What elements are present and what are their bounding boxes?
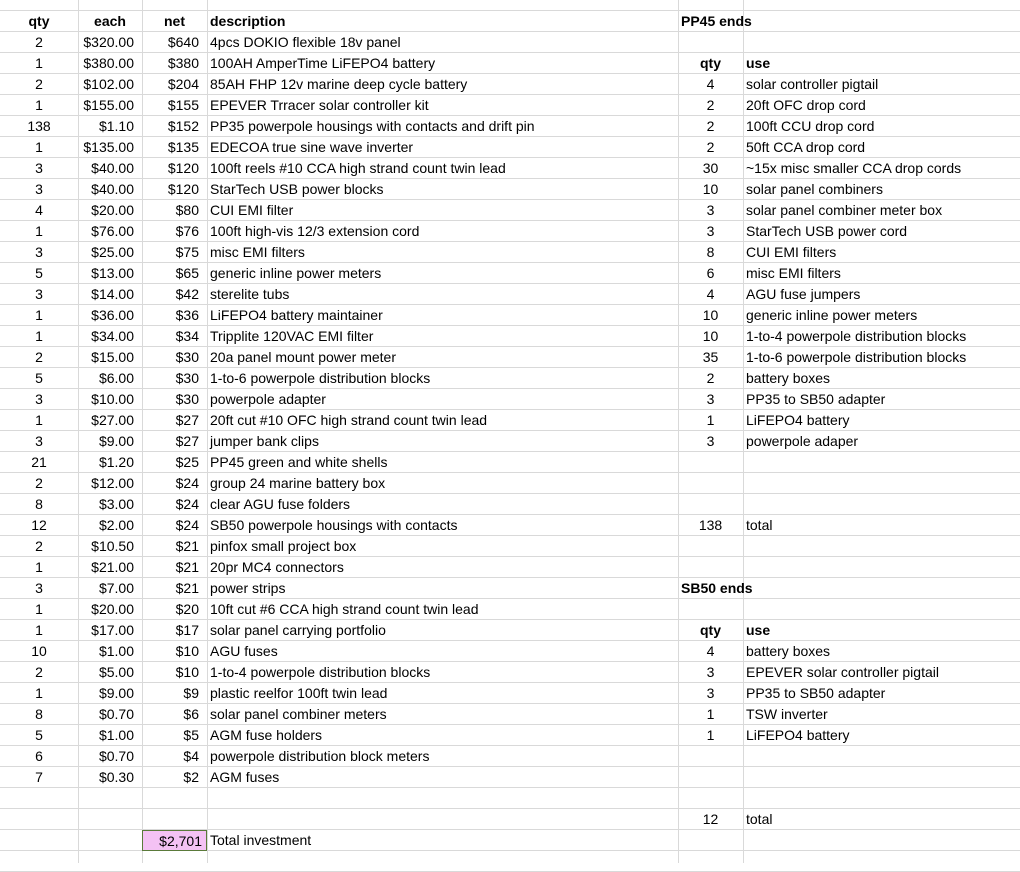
cell-description[interactable]: clear AGU fuse folders [210, 496, 351, 512]
cell-net[interactable]: $21 [175, 559, 199, 575]
pp45-cell-qty[interactable]: 8 [706, 244, 715, 260]
cell-net[interactable]: $21 [175, 538, 199, 554]
header-net[interactable]: net [164, 13, 185, 29]
pp45-cell-qty[interactable]: 6 [706, 265, 715, 281]
cell-qty[interactable]: 3 [35, 580, 43, 596]
cell-each[interactable]: $40.00 [91, 160, 134, 176]
cell-qty[interactable]: 3 [35, 244, 43, 260]
cell-qty[interactable]: 8 [35, 496, 43, 512]
pp45-cell-qty[interactable]: 10 [702, 328, 719, 344]
pp45-cell-qty[interactable]: 10 [702, 181, 719, 197]
cell-each[interactable]: $1.20 [98, 454, 134, 470]
sb50-cell-use[interactable]: TSW inverter [746, 706, 828, 722]
pp45-cell-qty[interactable]: 3 [706, 223, 715, 239]
cell-qty[interactable]: 1 [35, 412, 43, 428]
header-description[interactable]: description [210, 13, 286, 29]
pp45-cell-use[interactable]: solar panel combiner meter box [746, 202, 943, 218]
cell-qty[interactable]: 12 [31, 517, 47, 533]
cell-description[interactable]: powerpole distribution block meters [210, 748, 430, 764]
pp45-cell-use[interactable]: 1-to-6 powerpole distribution blocks [746, 349, 967, 365]
cell-net[interactable]: $4 [183, 748, 199, 764]
cell-net[interactable]: $5 [183, 727, 199, 743]
pp45-cell-qty[interactable]: 10 [702, 307, 719, 323]
pp45-cell-use[interactable]: battery boxes [746, 370, 831, 386]
cell-description[interactable]: solar panel combiner meters [210, 706, 387, 722]
cell-description[interactable]: powerpole adapter [210, 391, 326, 407]
cell-qty[interactable]: 8 [35, 706, 43, 722]
cell-qty[interactable]: 6 [35, 748, 43, 764]
pp45-total-qty[interactable]: 138 [698, 517, 723, 533]
cell-each[interactable]: $13.00 [91, 265, 134, 281]
cell-qty[interactable]: 21 [31, 454, 47, 470]
cell-qty[interactable]: 7 [35, 769, 43, 785]
cell-net[interactable]: $76 [175, 223, 199, 239]
cell-qty[interactable]: 1 [35, 685, 43, 701]
pp45-cell-use[interactable]: powerpole adaper [746, 433, 859, 449]
cell-qty[interactable]: 1 [35, 223, 43, 239]
cell-net[interactable]: $24 [175, 517, 199, 533]
cell-description[interactable]: AGU fuses [210, 643, 278, 659]
cell-net[interactable]: $30 [175, 370, 199, 386]
cell-qty[interactable]: 1 [35, 97, 43, 113]
cell-net[interactable]: $10 [175, 643, 199, 659]
sb50-cell-use[interactable]: EPEVER solar controller pigtail [746, 664, 939, 680]
cell-net[interactable]: $10 [175, 664, 199, 680]
sb50-cell-use[interactable]: LiFEPO4 battery [746, 727, 850, 743]
cell-description[interactable]: 1-to-4 powerpole distribution blocks [210, 664, 431, 680]
cell-net[interactable]: $27 [175, 433, 199, 449]
cell-each[interactable]: $380.00 [83, 55, 134, 71]
cell-net[interactable]: $204 [167, 76, 199, 92]
cell-qty[interactable]: 3 [35, 391, 43, 407]
pp45-cell-use[interactable]: LiFEPO4 battery [746, 412, 850, 428]
cell-description[interactable]: misc EMI filters [210, 244, 305, 260]
sb50-header-use[interactable]: use [746, 622, 771, 638]
cell-description[interactable]: AGM fuses [210, 769, 280, 785]
pp45-cell-use[interactable]: CUI EMI filters [746, 244, 837, 260]
cell-qty[interactable]: 2 [35, 475, 43, 491]
cell-net[interactable]: $152 [167, 118, 199, 134]
cell-description[interactable]: group 24 marine battery box [210, 475, 386, 491]
cell-each[interactable]: $20.00 [91, 202, 134, 218]
cell-qty[interactable]: 2 [35, 349, 43, 365]
pp45-cell-use[interactable]: PP35 to SB50 adapter [746, 391, 886, 407]
cell-qty[interactable]: 2 [35, 664, 43, 680]
cell-each[interactable]: $10.00 [91, 391, 134, 407]
pp45-cell-qty[interactable]: 2 [706, 370, 715, 386]
sb50-cell-qty[interactable]: 3 [706, 685, 715, 701]
cell-each[interactable]: $21.00 [91, 559, 134, 575]
cell-net[interactable]: $42 [175, 286, 199, 302]
pp45-title[interactable]: PP45 ends [681, 13, 752, 29]
cell-each[interactable]: $9.00 [98, 685, 134, 701]
cell-description[interactable]: EDECOA true sine wave inverter [210, 139, 414, 155]
cell-description[interactable]: solar panel carrying portfolio [210, 622, 386, 638]
cell-net[interactable]: $34 [175, 328, 199, 344]
pp45-cell-qty[interactable]: 4 [706, 76, 715, 92]
cell-each[interactable]: $5.00 [98, 664, 134, 680]
pp45-header-use[interactable]: use [746, 55, 771, 71]
cell-qty[interactable]: 5 [35, 727, 43, 743]
cell-qty[interactable]: 2 [35, 538, 43, 554]
pp45-cell-qty[interactable]: 35 [702, 349, 719, 365]
pp45-cell-qty[interactable]: 30 [702, 160, 719, 176]
pp45-cell-qty[interactable]: 2 [706, 139, 715, 155]
cell-description[interactable]: 20ft cut #10 OFC high strand count twin lead [210, 412, 488, 428]
cell-description[interactable]: LiFEPO4 battery maintainer [210, 307, 383, 323]
cell-each[interactable]: $20.00 [91, 601, 134, 617]
cell-net[interactable]: $640 [167, 34, 199, 50]
cell-description[interactable]: PP35 powerpole housings with contacts and drift pin [210, 118, 535, 134]
cell-each[interactable]: $36.00 [91, 307, 134, 323]
cell-description[interactable]: StarTech USB power blocks [210, 181, 384, 197]
cell-description[interactable]: PP45 green and white shells [210, 454, 388, 470]
cell-description[interactable]: EPEVER Trracer solar controller kit [210, 97, 429, 113]
cell-net[interactable]: $120 [167, 181, 199, 197]
cell-description[interactable]: 10ft cut #6 CCA high strand count twin lead [210, 601, 479, 617]
cell-description[interactable]: 100ft reels #10 CCA high strand count twin lead [210, 160, 506, 176]
cell-description[interactable]: 100AH AmperTime LiFEPO4 battery [210, 55, 436, 71]
pp45-cell-use[interactable]: AGU fuse jumpers [746, 286, 861, 302]
cell-each[interactable]: $76.00 [91, 223, 134, 239]
cell-description[interactable]: plastic reelfor 100ft twin lead [210, 685, 388, 701]
cell-qty[interactable]: 3 [35, 286, 43, 302]
pp45-cell-qty[interactable]: 4 [706, 286, 715, 302]
cell-each[interactable]: $7.00 [98, 580, 134, 596]
cell-description[interactable]: pinfox small project box [210, 538, 357, 554]
pp45-cell-use[interactable]: solar panel combiners [746, 181, 883, 197]
cell-each[interactable]: $102.00 [83, 76, 134, 92]
cell-description[interactable]: jumper bank clips [210, 433, 319, 449]
cell-net[interactable]: $155 [167, 97, 199, 113]
cell-qty[interactable]: 4 [35, 202, 43, 218]
pp45-cell-qty[interactable]: 2 [706, 97, 715, 113]
cell-description[interactable]: CUI EMI filter [210, 202, 294, 218]
pp45-header-qty[interactable]: qty [700, 55, 721, 71]
cell-qty[interactable]: 1 [35, 559, 43, 575]
pp45-cell-use[interactable]: misc EMI filters [746, 265, 841, 281]
sb50-cell-qty[interactable]: 1 [706, 706, 715, 722]
cell-net[interactable]: $27 [175, 412, 199, 428]
cell-net[interactable]: $9 [183, 685, 199, 701]
cell-each[interactable]: $0.70 [98, 706, 134, 722]
cell-net[interactable]: $21 [175, 580, 199, 596]
cell-each[interactable]: $34.00 [91, 328, 134, 344]
pp45-total-label[interactable]: total [746, 517, 773, 533]
header-each[interactable]: each [94, 13, 126, 29]
pp45-cell-qty[interactable]: 3 [706, 202, 715, 218]
sb50-header-qty[interactable]: qty [700, 622, 721, 638]
cell-each[interactable]: $1.00 [98, 643, 134, 659]
pp45-cell-use[interactable]: StarTech USB power cord [746, 223, 908, 239]
cell-each[interactable]: $320.00 [83, 34, 134, 50]
cell-each[interactable]: $1.10 [98, 118, 134, 134]
cell-each[interactable]: $10.50 [91, 538, 134, 554]
pp45-cell-use[interactable]: ~15x misc smaller CCA drop cords [746, 160, 962, 176]
cell-each[interactable]: $155.00 [83, 97, 134, 113]
pp45-cell-use[interactable]: solar controller pigtail [746, 76, 879, 92]
cell-qty[interactable]: 1 [35, 55, 43, 71]
cell-net[interactable]: $25 [175, 454, 199, 470]
cell-description[interactable]: SB50 powerpole housings with contacts [210, 517, 458, 533]
cell-net[interactable]: $20 [175, 601, 199, 617]
cell-qty[interactable]: 3 [35, 181, 43, 197]
cell-each[interactable]: $3.00 [98, 496, 134, 512]
pp45-cell-use[interactable]: 100ft CCU drop cord [746, 118, 875, 134]
cell-each[interactable]: $9.00 [98, 433, 134, 449]
cell-net[interactable]: $30 [175, 349, 199, 365]
cell-qty[interactable]: 2 [35, 76, 43, 92]
cell-qty[interactable]: 5 [35, 370, 43, 386]
sb50-cell-use[interactable]: PP35 to SB50 adapter [746, 685, 886, 701]
cell-each[interactable]: $14.00 [91, 286, 134, 302]
cell-net[interactable]: $65 [175, 265, 199, 281]
sb50-total-qty[interactable]: 12 [702, 811, 719, 827]
cell-qty[interactable]: 1 [35, 307, 43, 323]
sb50-total-label[interactable]: total [746, 811, 773, 827]
pp45-cell-use[interactable]: 50ft CCA drop cord [746, 139, 866, 155]
header-qty[interactable]: qty [28, 13, 50, 29]
cell-description[interactable]: generic inline power meters [210, 265, 382, 281]
cell-each[interactable]: $0.30 [98, 769, 134, 785]
cell-qty[interactable]: 1 [35, 328, 43, 344]
cell-net[interactable]: $75 [175, 244, 199, 260]
cell-net[interactable]: $2 [183, 769, 199, 785]
cell-each[interactable]: $25.00 [91, 244, 134, 260]
total-investment-value[interactable]: $2,701 [142, 830, 207, 851]
cell-qty[interactable]: 3 [35, 160, 43, 176]
cell-each[interactable]: $40.00 [91, 181, 134, 197]
cell-qty[interactable]: 1 [35, 139, 43, 155]
cell-description[interactable]: 85AH FHP 12v marine deep cycle battery [210, 76, 468, 92]
cell-each[interactable]: $1.00 [98, 727, 134, 743]
sb50-cell-use[interactable]: battery boxes [746, 643, 831, 659]
cell-each[interactable]: $17.00 [91, 622, 134, 638]
cell-qty[interactable]: 1 [35, 601, 43, 617]
cell-net[interactable]: $80 [175, 202, 199, 218]
cell-description[interactable]: 20pr MC4 connectors [210, 559, 344, 575]
cell-qty[interactable]: 10 [31, 643, 47, 659]
pp45-cell-qty[interactable]: 1 [706, 412, 715, 428]
cell-net[interactable]: $17 [175, 622, 199, 638]
cell-qty[interactable]: 1 [35, 622, 43, 638]
cell-net[interactable]: $24 [175, 496, 199, 512]
cell-net[interactable]: $30 [175, 391, 199, 407]
cell-net[interactable]: $24 [175, 475, 199, 491]
pp45-cell-qty[interactable]: 2 [706, 118, 715, 134]
cell-qty[interactable]: 5 [35, 265, 43, 281]
pp45-cell-use[interactable]: 20ft OFC drop cord [746, 97, 866, 113]
cell-net[interactable]: $135 [167, 139, 199, 155]
cell-each[interactable]: $27.00 [91, 412, 134, 428]
cell-net[interactable]: $6 [183, 706, 199, 722]
sb50-cell-qty[interactable]: 3 [706, 664, 715, 680]
pp45-cell-qty[interactable]: 3 [706, 433, 715, 449]
cell-description[interactable]: 100ft high-vis 12/3 extension cord [210, 223, 420, 239]
cell-each[interactable]: $0.70 [98, 748, 134, 764]
cell-description[interactable]: 20a panel mount power meter [210, 349, 396, 365]
cell-description[interactable]: 1-to-6 powerpole distribution blocks [210, 370, 431, 386]
cell-description[interactable]: Tripplite 120VAC EMI filter [210, 328, 374, 344]
pp45-cell-use[interactable]: generic inline power meters [746, 307, 918, 323]
sb50-cell-qty[interactable]: 4 [706, 643, 715, 659]
cell-qty[interactable]: 138 [27, 118, 51, 134]
cell-each[interactable]: $2.00 [98, 517, 134, 533]
pp45-cell-use[interactable]: 1-to-4 powerpole distribution blocks [746, 328, 967, 344]
sb50-title[interactable]: SB50 ends [681, 580, 753, 596]
cell-each[interactable]: $135.00 [83, 139, 134, 155]
cell-net[interactable]: $36 [175, 307, 199, 323]
cell-description[interactable]: AGM fuse holders [210, 727, 323, 743]
total-investment-label[interactable]: Total investment [210, 832, 312, 848]
pp45-cell-qty[interactable]: 3 [706, 391, 715, 407]
cell-description[interactable]: power strips [210, 580, 286, 596]
sb50-cell-qty[interactable]: 1 [706, 727, 715, 743]
cell-description[interactable]: sterelite tubs [210, 286, 290, 302]
cell-qty[interactable]: 3 [35, 433, 43, 449]
cell-each[interactable]: $6.00 [98, 370, 134, 386]
cell-each[interactable]: $15.00 [91, 349, 134, 365]
cell-net[interactable]: $380 [167, 55, 199, 71]
cell-description[interactable]: 4pcs DOKIO flexible 18v panel [210, 34, 401, 50]
cell-net[interactable]: $120 [167, 160, 199, 176]
cell-each[interactable]: $12.00 [91, 475, 134, 491]
cell-qty[interactable]: 2 [35, 34, 43, 50]
